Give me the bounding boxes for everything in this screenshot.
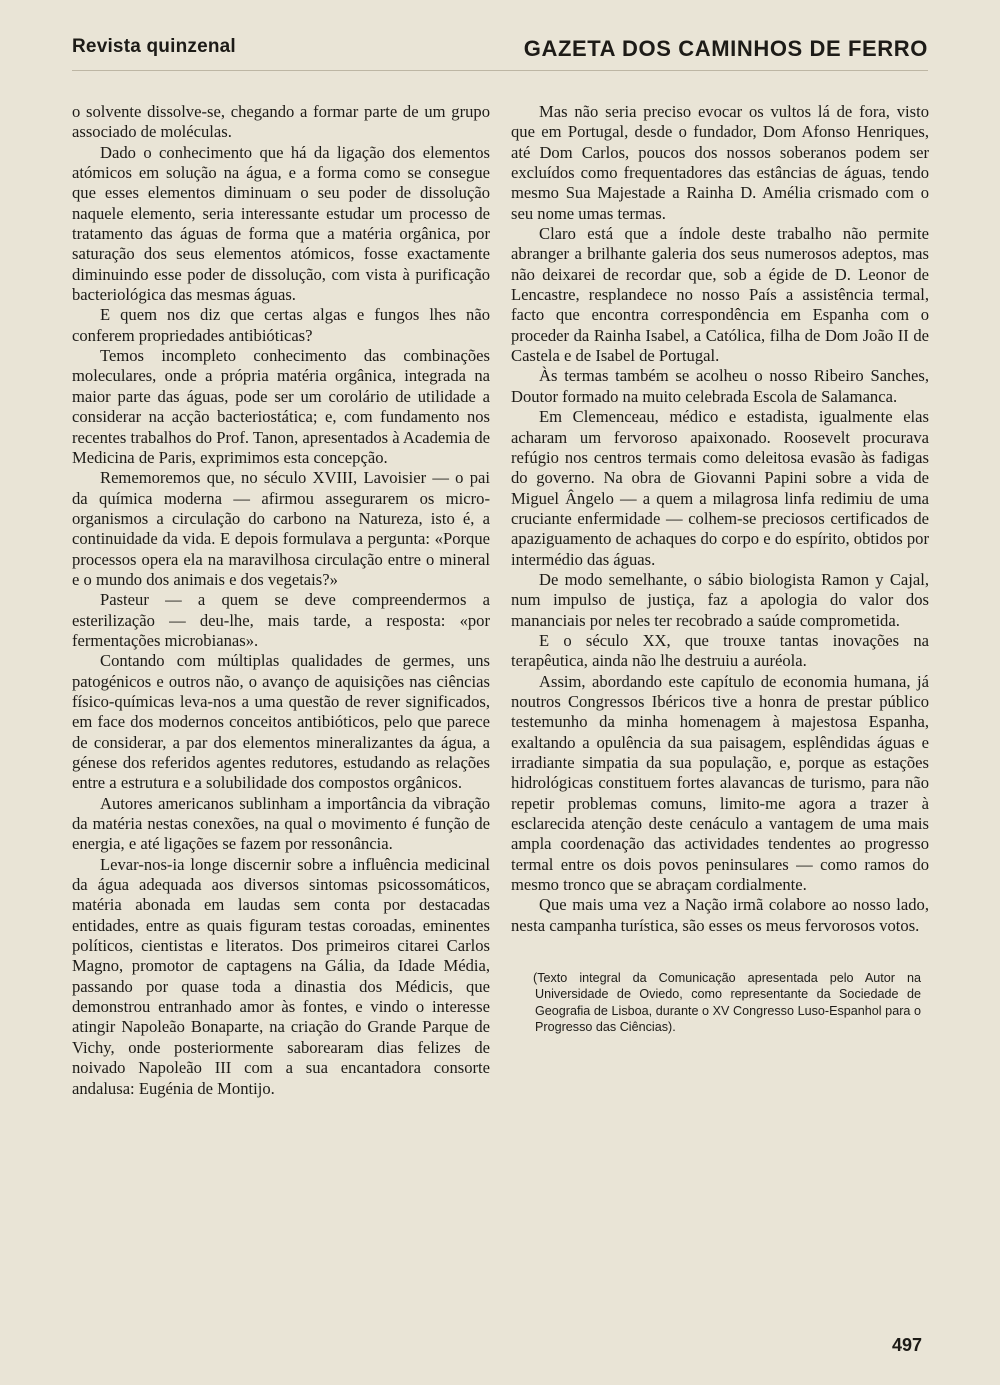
paragraph: Às termas também se acolheu o nosso Ribeiro Sanches, Doutor formado na muito celebrada Escola de Salamanca. (511, 366, 929, 406)
paragraph: Que mais uma vez a Nação irmã colabore ao nosso lado, nesta campanha turística, são esses os meus fervorosos votos. (511, 895, 929, 935)
paragraph: Claro está que a índole deste trabalho não permite abranger a brilhante galeria dos seus numerosos adeptos, mas não deixarei de recordar que, sob a égide de D. Leonor de Lencastre, resplandece no nosso País a assistência termal, facto que encontra correspondência em Espanha com o proceder da Rainha Isabel, a Católica, filha de Dom João II de Castela e de Isabel de Portugal. (511, 224, 929, 366)
page-number: 497 (891, 1335, 922, 1355)
paragraph: E quem nos diz que certas algas e fungos lhes não conferem propriedades antibióticas? (72, 305, 490, 345)
paragraph: E o século XX, que trouxe tantas inovações na terapêutica, ainda não lhe destruiu a auréola. (511, 630, 929, 671)
paragraph: Dado o conhecimento que há da ligação dos elementos atómicos em solução na água, e a forma como se consegue que esses elementos diminuam o seu poder de dissolução naquele elemento, seria interessante estudar um processo de tratamento das águas de forma que a matéria orgânica, por saturação dos seus elementos atómicos, fosse exactamente diminuindo esse poder de dissolução, com vista à purificação bacteriológica das mesmas águas. (72, 142, 490, 305)
paragraph: Rememoremos que, no século XVIII, Lavoisier — o pai da química moderna — afirmou assegurarem os micro-organismos a circulação do carbono na Natureza, isto é, a continuidade da vida. E depois formulava a pergunta: «Porque processos opera ela na maravilhosa circulação entre o mineral e o mundo dos animais e dos vegetais?» (72, 468, 490, 589)
paragraph: Mas não seria preciso evocar os vultos lá de fora, visto que em Portugal, desde o fundador, Dom Afonso Henriques, até Dom Carlos, poucos dos nossos soberanos podem ser excluídos como frequentadores das estâncias de águas, tendo mesmo Sua Majestade a Rainha D. Amélia crismado com o seu nome umas termas. (511, 102, 929, 223)
paragraph: Levar-nos-ia longe discernir sobre a influência medicinal da água adequada aos diversos sintomas psicossomáticos, matéria abonada em laudas sem conta por destacadas entidades, entre as quais figuram testas coroadas, eminentes políticos, cientistas e literatos. Dos primeiros citarei Carlos Magno, promotor de captagens na Gália, da Idade Média, passando por quase toda a dinastia dos Médicis, que demonstrou entranhado amor às fontes, e vindo o interesse atingir Napoleão Bonaparte, na criação do Grande Parque de Vichy, onde posteriormente saborearam dias felizes de noivado Napoleão III com a sua encantadora consorte andalusa: Eugénia de Montijo. (72, 854, 490, 1098)
right-text-column (511, 102, 929, 1035)
journal-frequency-label: Revista quinzenal (72, 36, 236, 57)
paragraph: Autores americanos sublinham a importância da vibração da matéria nestas conexões, na qual o movimento é função de energia, e até ligações se fazem por ressonância. (72, 793, 490, 854)
paragraph: Pasteur — a quem se deve compreendermos a esterilização — deu-lhe, mais tarde, a resposta: «por fermentações microbianas». (72, 590, 490, 650)
paragraph: Assim, abordando este capítulo de economia humana, já noutros Congressos Ibéricos tive a honra de prestar público testemunho da minha homenagem à majestosa Espanha, exaltando a opulência da sua paisagem, esplêndidas águas e irradiante simpatia da sua população, e, porque as estações hidrológicas constituem fortes alavancas de turismo, para não repetir problemas comuns, limito-me agora a trazer à esclarecida atenção deste cenáculo a vantagem de uma mais ampla coordenação das actividades tendentes ao progresso termal entre os dois povos peninsulares — como ramos do mesmo tronco que se abraçam cordialmente. (511, 671, 929, 895)
paragraph: Em Clemenceau, médico e estadista, igualmente elas acharam um fervoroso apaixonado. Roosevelt procurava refúgio nos centros termais como deleitosa evasão às fadigas do governo. Na obra de Giovanni Papini sobre a vida de Miguel Ângelo — a quem a milagrosa linfa redimiu de uma cruciante enfermidade — colhem-se preciosos certificados de apaziguamento de achaques do corpo e do espírito, obtidos por intermédio das águas. (511, 407, 929, 569)
paragraph: De modo semelhante, o sábio biologista Ramon y Cajal, num impulso de justiça, faz a apologia do valor dos mananciais por neles ter recobrado a saúde comprometida. (511, 569, 929, 630)
paragraph: o solvente dissolve-se, chegando a formar parte de um grupo associado de moléculas. (72, 102, 490, 142)
paragraph: Contando com múltiplas qualidades de germes, uns patogénicos e outros não, o avanço de aquisições nas ciências físico-químicas leva-nos a uma questão de rever significados, em face dos modernos conceitos antibióticos, pelo que parece de considerar, a par dos elementos mineralizantes da água, a génese dos referidos agentes redutores, estudando as relações entre a estrutura e a solubilidade dos compostos orgânicos. (72, 651, 490, 793)
paragraph: Temos incompleto conhecimento das combinações moleculares, onde a própria matéria orgânica, integrada na maior parte das águas, pode ser um corolário de utilidade a considerar na acção bacteriostática; e, com fundamento nos recentes trabalhos do Prof. Tanon, apresentados à Academia de Medicina de Paris, exprimimos esta concepção. (72, 346, 490, 467)
header-divider (72, 70, 928, 71)
journal-title: GAZETA DOS CAMINHOS DE FERRO (523, 36, 928, 61)
left-text-column (72, 102, 490, 1099)
source-footnote: (Texto integral da Comunicação apresentada pelo Autor na Universidade de Oviedo, como representante da Sociedade de Geografia de Lisboa, durante o XV Congresso Luso-Espanhol para o Progresso das Ciências). (533, 971, 921, 1034)
